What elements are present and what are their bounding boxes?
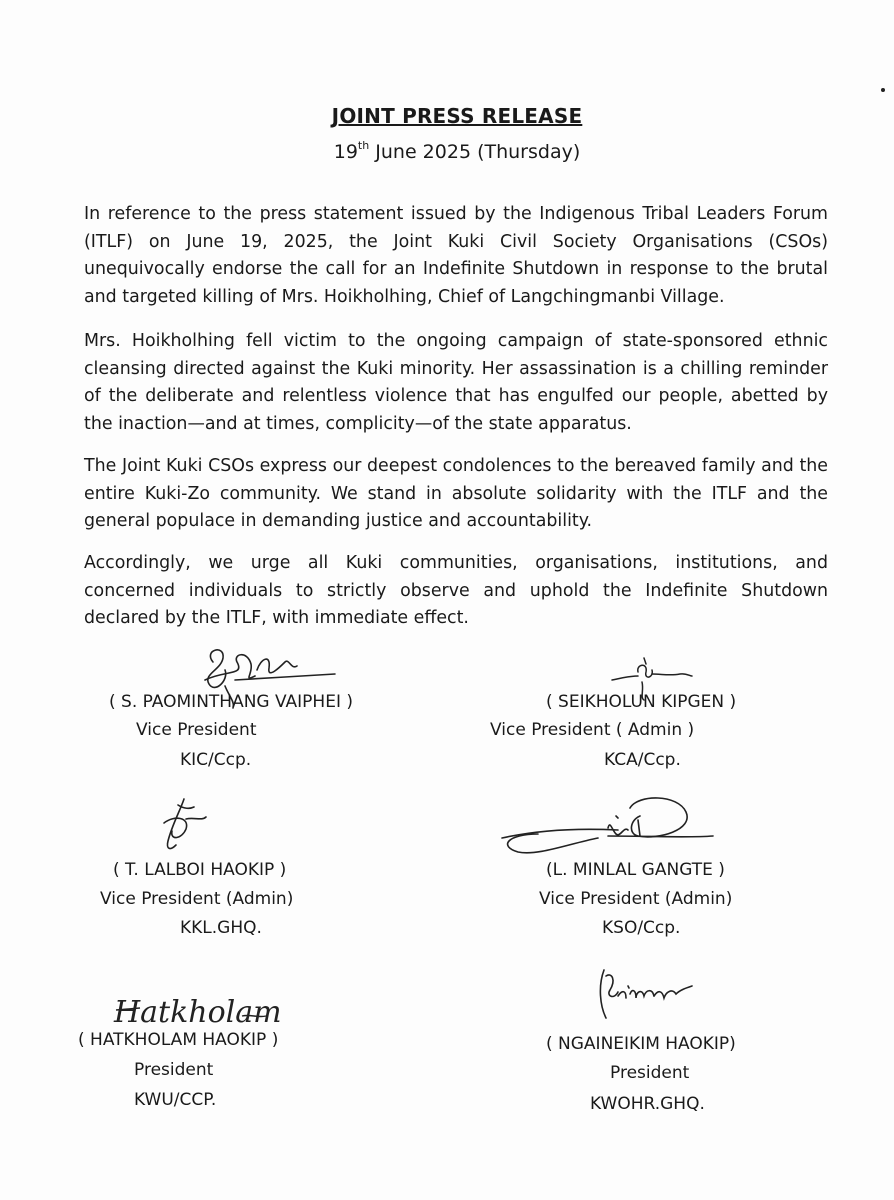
sig3-name: ( T. LALBOI HAOKIP ) — [113, 860, 287, 880]
sig2-name: ( SEIKHOLUN KIPGEN ) — [546, 692, 737, 712]
date-rest: June 2025 (Thursday) — [369, 141, 581, 163]
signature-lalboi — [150, 795, 210, 855]
sig1-title: Vice President — [136, 720, 257, 740]
sig4-org: KSO/Ccp. — [602, 918, 681, 938]
date-suffix: th — [357, 138, 370, 152]
sig1-name: ( S. PAOMINTHANG VAIPHEI ) — [109, 692, 354, 712]
sig6-name: ( NGAINEIKIM HAOKIP) — [546, 1034, 736, 1054]
sig2-title: Vice President ( Admin ) — [490, 720, 695, 740]
signature-hatkholam — [110, 992, 282, 1032]
sig4-name: (L. MINLAL GANGTE ) — [546, 860, 725, 880]
sig5-name: ( HATKHOLAM HAOKIP ) — [78, 1030, 279, 1050]
sig6-org: KWOHR.GHQ. — [590, 1094, 705, 1114]
paragraph-4: Accordingly, we urge all Kuki communities, organisations, institutions, and concerned individuals to strictly observe and uphold the Indefinite Shutdown declared by the ITLF, with immediate effect. — [84, 553, 828, 628]
sig5-signature-text: Hatkholam — [114, 995, 282, 1030]
sig1-org: KIC/Ccp. — [180, 750, 252, 770]
press-release-title: JOINT PRESS RELEASE — [331, 104, 583, 128]
sig2-org: KCA/Ccp. — [604, 750, 681, 770]
sig3-title: Vice President (Admin) — [100, 889, 294, 909]
sig6-title: President — [610, 1063, 690, 1083]
sig5-org: KWU/CCP. — [134, 1090, 217, 1110]
paragraph-3: The Joint Kuki CSOs express our deepest condolences to the bereaved family and the entire Kuki-Zo community. We stand in absolute solidarity with the ITLF and the general populace in demanding justice and accountability. — [84, 456, 828, 531]
sig5-title: President — [134, 1060, 214, 1080]
date-day: 19 — [333, 141, 358, 163]
paragraph-1: In reference to the press statement issued by the Indigenous Tribal Leaders Forum (ITLF) on June 19, 2025, the Joint Kuki Civil Society Organisations (CSOs) unequivocally endorse the call for an Indefinite Shutdown in response to the brutal and targeted killing of Mrs. Hoikholhing, Chief of Langchingmanbi Village. — [84, 204, 828, 307]
signature-ngaineikim — [596, 966, 706, 1026]
press-release-date — [0, 138, 894, 163]
scan-dot — [881, 88, 885, 92]
sig4-title: Vice President (Admin) — [539, 889, 733, 909]
sig3-org: KKL.GHQ. — [180, 918, 262, 938]
paragraph-2: Mrs. Hoikholhing fell victim to the ongoing campaign of state-sponsored ethnic cleansing directed against the Kuki minority. Her assassination is a chilling reminder of the deliberate and relentless violence that has engulfed our people, abetted by the inaction—and at times, complicity—of the state apparatus. — [84, 331, 828, 434]
signature-minlal — [498, 790, 718, 860]
